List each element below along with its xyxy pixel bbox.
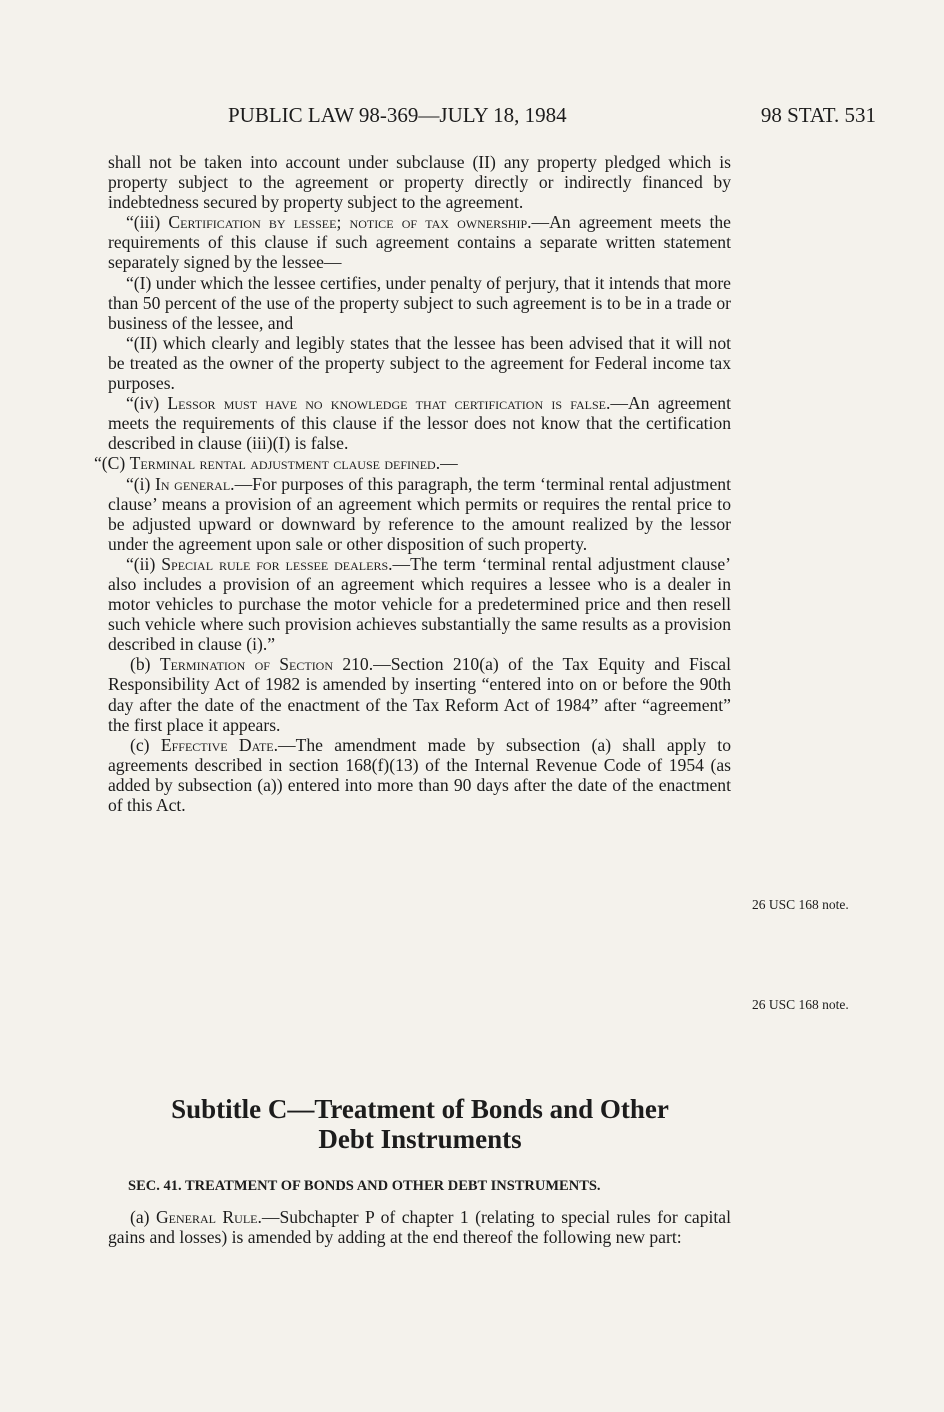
paragraph: “(I) under which the lessee certifies, under penalty of perjury, that it intends that more than 50 percent of the use of the property subject to such agreement is to be in a trade or business of the lessee, and — [108, 272, 731, 333]
paragraph: shall not be taken into account under subclause (II) any property pledged which is property subject to the agreement or property directly or indirectly financed by indebtedness secured by property subject to the agreement. — [108, 152, 731, 213]
paragraph: “(iv) Lessor must have no knowledge that certification is false.—An agreement meets the requirements of this clause if the lessor does not know that the certification described in clause (iii)(I) is false. — [108, 393, 731, 454]
section-heading: SEC. 41. TREATMENT OF BONDS AND OTHER DEBT INSTRUMENTS. — [128, 1178, 601, 1194]
paragraph: “(iii) Certification by lessee; notice of tax ownership.—An agreement meets the requirements of this clause if such agreement contains a separate written statement separately signed by the lessee— — [108, 212, 731, 273]
running-header-title: PUBLIC LAW 98-369—JULY 18, 1984 — [228, 103, 567, 127]
paragraph: “(ii) Special rule for lessee dealers.—The term ‘terminal rental adjustment clause’ also includes a provision of an agreement which requires a lessee who is a dealer in motor vehicles to purchase the motor vehicle for a predetermined price and then resell such vehicle where such provision achieves substantially the same results as a provision described in clause (i).” — [108, 553, 731, 655]
paragraph: “(II) which clearly and legibly states that the lessee has been advised that it will not be treated as the owner of the property subject to the agreement for Federal income tax purposes. — [108, 332, 731, 394]
paragraph: (a) General Rule.—Subchapter P of chapter 1 (relating to special rules for capital gains and losses) is amended by adding at the end thereof the following new part: — [108, 1207, 731, 1248]
paragraph: (b) Termination of Section 210.—Section 210(a) of the Tax Equity and Fiscal Responsibility Act of 1982 is amended by inserting “entered into on or before the 90th day after the date of the enactment of the Tax Reform Act of 1984” after “agreement” the first place it appears. — [108, 654, 731, 735]
paragraph: “(C) Terminal rental adjustment clause defined.— — [94, 453, 458, 474]
paragraph: (c) Effective Date.—The amendment made by subsection (a) shall apply to agreements described in section 168(f)(13) of the Internal Revenue Code of 1954 (as added by subsection (a)) entered into more than 90 days after the date of the enactment of this Act. — [108, 734, 731, 815]
subtitle-heading: Subtitle C—Treatment of Bonds and Other Debt Instruments — [171, 1094, 669, 1154]
text-block-1 — [94, 152, 731, 815]
page-number: 98 STAT. 531 — [760, 103, 876, 127]
margin-note: 26 USC 168 note. — [752, 997, 849, 1012]
text-block-2 — [108, 1207, 731, 1247]
margin-note: 26 USC 168 note. — [752, 897, 849, 912]
paragraph: “(i) In general.—For purposes of this paragraph, the term ‘terminal rental adjustment clause’ means a provision of an agreement which permits or requires the rental price to be adjusted upward or downward by reference to the amount realized by the lessor under the agreement upon sale or other disposition of such property. — [108, 473, 731, 554]
